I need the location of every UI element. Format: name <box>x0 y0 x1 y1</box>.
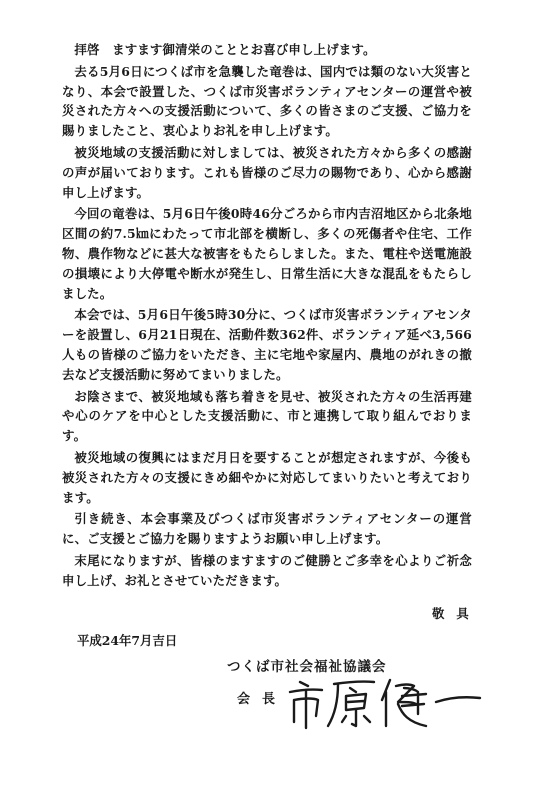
letter-paragraph: お陰さまで、被災地域も落ち着きを見せ、被災された方々の生活再建や心のケアを中心とした支援活動に、市と連携して取り組んでおります。 <box>62 388 472 444</box>
letter-paragraph: 引き続き、本会事業及びつくば市災害ボランティアセンターの運営に、ご支援とご協力を賜りますようお願い申し上げます。 <box>62 511 472 547</box>
letter-paragraph: 今回の竜巻は、5月6日午後0時46分ごろから市内吉沼地区から北条地区間の約7.5㎞にわたって市北部を横断し、多くの死傷者や住宅、工作物、農作物などに甚大な被害をもたらしました。また、電柱や送電施設の損壊により大停電や断水が発生し、日常生活に大きな混乱をもたらしました。 <box>62 206 472 301</box>
signature-drawing <box>286 672 486 732</box>
letter-paragraph: 被災地域の支援活動に対しましては、被災された方々から多くの感謝の声が届いております。これも皆様のご尽力の賜物であり、心から感謝申し上げます。 <box>62 144 472 200</box>
letter-body <box>62 40 472 593</box>
handwritten-signature <box>286 672 486 732</box>
letter-paragraph: 被災地域の復興にはまだ月日を要することが想定されますが、今後も被災された方々の支援にきめ細やかに対応してまいりたいと考えております。 <box>62 449 472 505</box>
letter-date: 平成24年7月吉日 <box>77 633 178 648</box>
organization-name: つくば市社会福祉協議会 <box>227 659 387 675</box>
letter-paragraph: 拝啓 ますます御清栄のこととお喜び申し上げます。 <box>74 42 376 57</box>
letter-paragraph: 本会では、5月6日午後5時30分に、つくば市災害ボランティアセンターを設置し、6月21日現在、活動件数362件、ボランティア延べ3,566人もの皆様のご協力をいただき、主に宅地や家屋内、農地のがれきの撤去など支援活動に努めてまいりました。 <box>62 307 472 382</box>
letter-paragraph: 去る5月6日につくば市を急襲した竜巻は、国内では類のない大災害となり、本会で設置した、つくば市災害ボランティアセンターの運営や被災された方々への支援活動について、多くの皆さまのご支援、ご協力を賜りましたこと、衷心よりお礼を申し上げます。 <box>62 63 472 139</box>
letter-paragraph: 末尾になりますが、皆様のますますのご健勝とご多幸を心よりご祈念申し上げ、お礼とさせていただきます。 <box>62 552 472 588</box>
signer-title: 会長 <box>237 692 288 707</box>
closing-salutation: 敬具 <box>432 606 481 621</box>
